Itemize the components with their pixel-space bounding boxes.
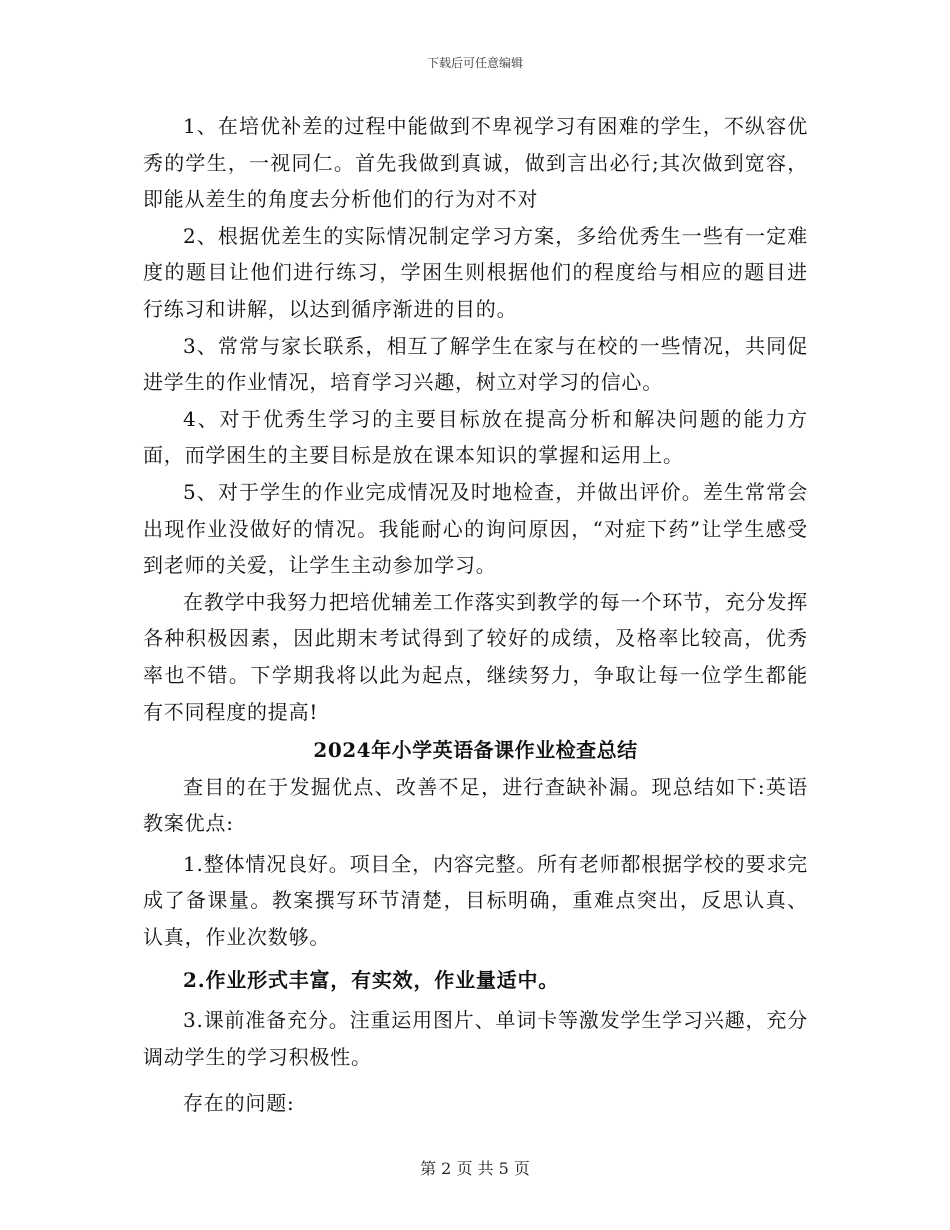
page-header-note: 下载后可任意编辑 (426, 56, 523, 70)
paragraph-english-point-3: 3.课前准备充分。注重运用图片、单词卡等激发学生学习兴趣，充分调动学生的学习积极性。 (143, 1008, 808, 1069)
paragraph-problems-heading: 存在的问题: (183, 1091, 295, 1116)
paragraph-english-point-1: 1.整体情况良好。项目全，内容完整。所有老师都根据学校的要求完成了备课量。教案撰写环节清楚，目标明确，重难点突出，反思认真、认真，作业次数够。 (143, 851, 808, 950)
paragraph-point-5: 5、对于学生的作业完成情况及时地检查，并做出评价。差生常常会出现作业没做好的情况。我能耐心的询问原因，“对症下药”让学生感受到老师的关爱，让学生主动参加学习。 (143, 479, 808, 578)
paragraph-english-point-2: 2.作业形式丰富，有实效，作业量适中。 (183, 967, 560, 992)
paragraph-point-1: 1、在培优补差的过程中能做到不卑视学习有困难的学生，不纵容优秀的学生，一视同仁。首先我做到真诚，做到言出必行;其次做到宽容，即能从差生的角度去分析他们的行为对不对 (143, 114, 808, 212)
page-number: 第 2 页 共 5 页 (420, 1159, 530, 1178)
paragraph-point-4: 4、对于优秀生学习的主要目标放在提高分析和解决问题的能力方面，而学困生的主要目标是放在课本知识的掌握和运用上。 (143, 406, 808, 468)
section-title: 2024年小学英语备课作业检查总结 (313, 738, 638, 763)
paragraph-conclusion: 在教学中我努力把培优辅差工作落实到教学的每一个环节，充分发挥各种积极因素，因此期末考试得到了较好的成绩，及格率比较高，优秀率也不错。下学期我将以此为起点，继续努力，争取让每一位学生都能有不同程度的提高! (143, 589, 808, 724)
document-body (143, 108, 808, 1122)
paragraph-intro: 查目的在于发掘优点、改善不足，进行查缺补漏。现总结如下:英语教案优点: (143, 774, 808, 836)
paragraph-point-3: 3、常常与家长联系，相互了解学生在家与在校的一些情况，共同促进学生的作业情况，培育学习兴趣，树立对学习的信心。 (143, 333, 808, 395)
paragraph-point-2: 2、根据优差生的实际情况制定学习方案，多给优秀生一些有一定难度的题目让他们进行练习，学困生则根据他们的程度给与相应的题目进行练习和讲解，以达到循序渐进的目的。 (143, 223, 808, 321)
